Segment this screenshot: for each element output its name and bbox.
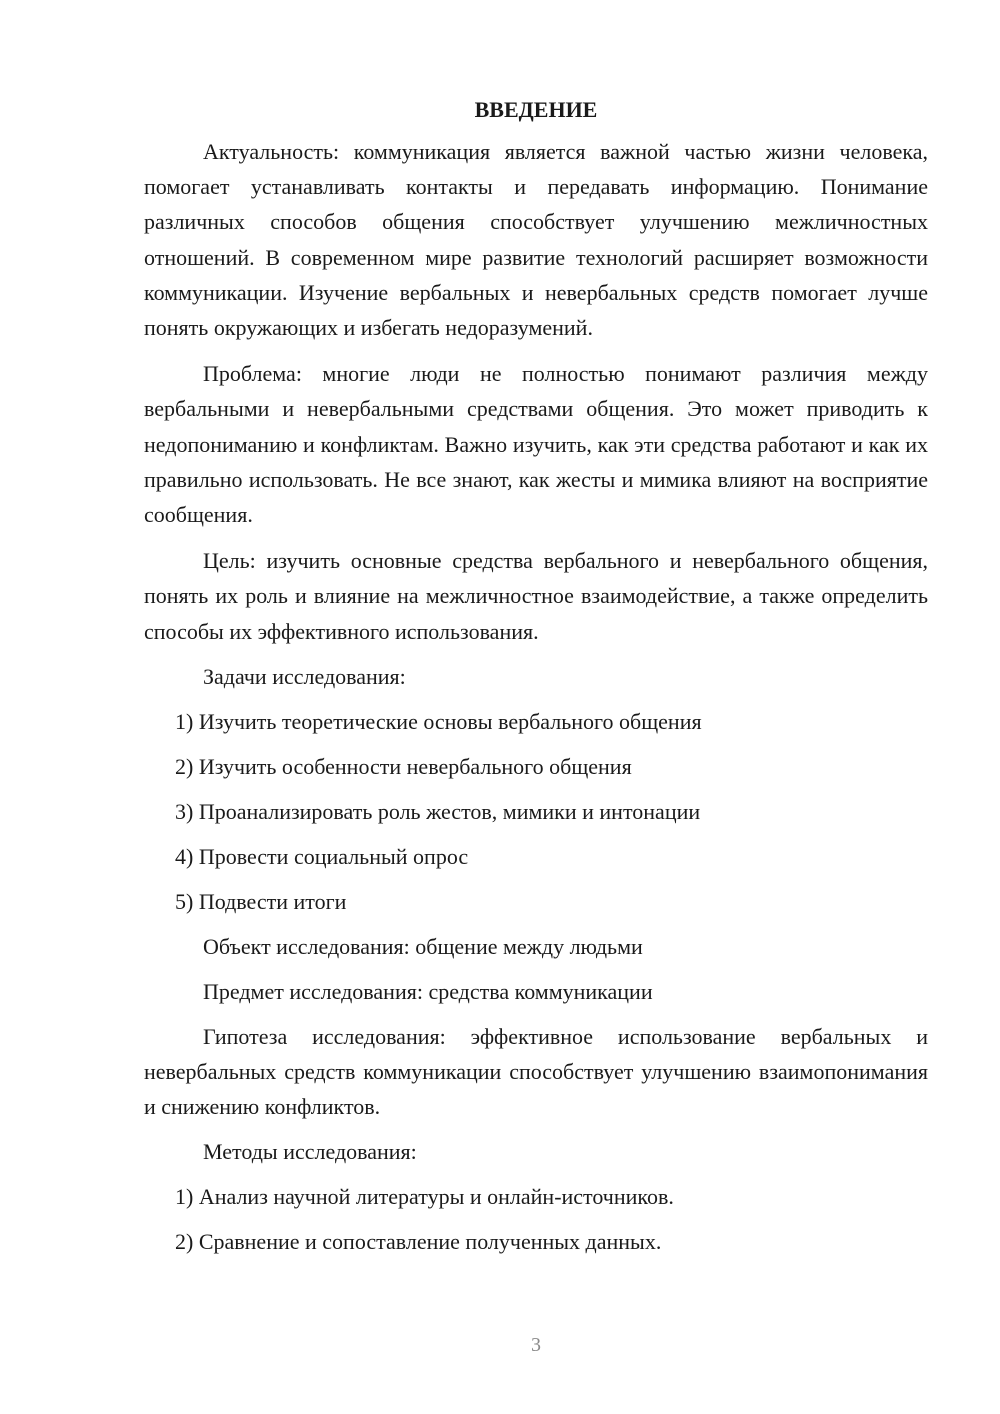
tasks-list [144,704,928,919]
methods-heading: Методы исследования: [203,1139,417,1165]
paragraph-relevance: Актуальность: коммуникация является важной частью жизни человека, помогает устанавливать контакты и передавать информацию. Понимание различных способов общения способствует улучшению межличностных отношений. В современном мире развитие технологий расширяет возможности коммуникации. Изучение вербальных и невербальных средств помогает лучше понять окружающих и избегать недоразумений. [144,139,928,341]
list-item: 2) Сравнение и сопоставление полученных данных. [175,1229,662,1255]
research-subject: Предмет исследования: средства коммуникации [203,978,653,1004]
list-item: 4) Провести социальный опрос [175,843,469,869]
page-number: 3 [531,1334,541,1356]
tasks-heading: Задачи исследования: [203,663,406,689]
list-item: 3) Проанализировать роль жестов, мимики и интонации [175,798,701,824]
research-hypothesis: Гипотеза исследования: эффективное использование вербальных и невербальных средств коммуникации способствует улучшению взаимопонимания и снижению конфликтов. [144,1023,928,1120]
methods-list [144,1179,928,1259]
research-object: Объект исследования: общение между людьми [203,933,643,959]
page-content [144,92,928,1259]
page-title: ВВЕДЕНИЕ [474,97,598,122]
list-item: 2) Изучить особенности невербального общения [175,753,632,779]
list-item: 1) Изучить теоретические основы вербального общения [175,708,702,734]
paragraph-goal: Цель: изучить основные средства вербального и невербального общения, понять их роль и влияние на межличностное взаимодействие, а также определить способы их эффективного использования. [144,548,928,644]
list-item: 1) Анализ научной литературы и онлайн-источников. [175,1184,674,1210]
list-item: 5) Подвести итоги [175,888,347,914]
paragraph-problem: Проблема: многие люди не полностью понимают различия между вербальными и невербальными средствами общения. Это может приводить к недопониманию и конфликтам. Важно изучить, как эти средства работают и как их правильно использовать. Не все знают, как жесты и мимика влияют на восприятие сообщения. [144,361,928,528]
